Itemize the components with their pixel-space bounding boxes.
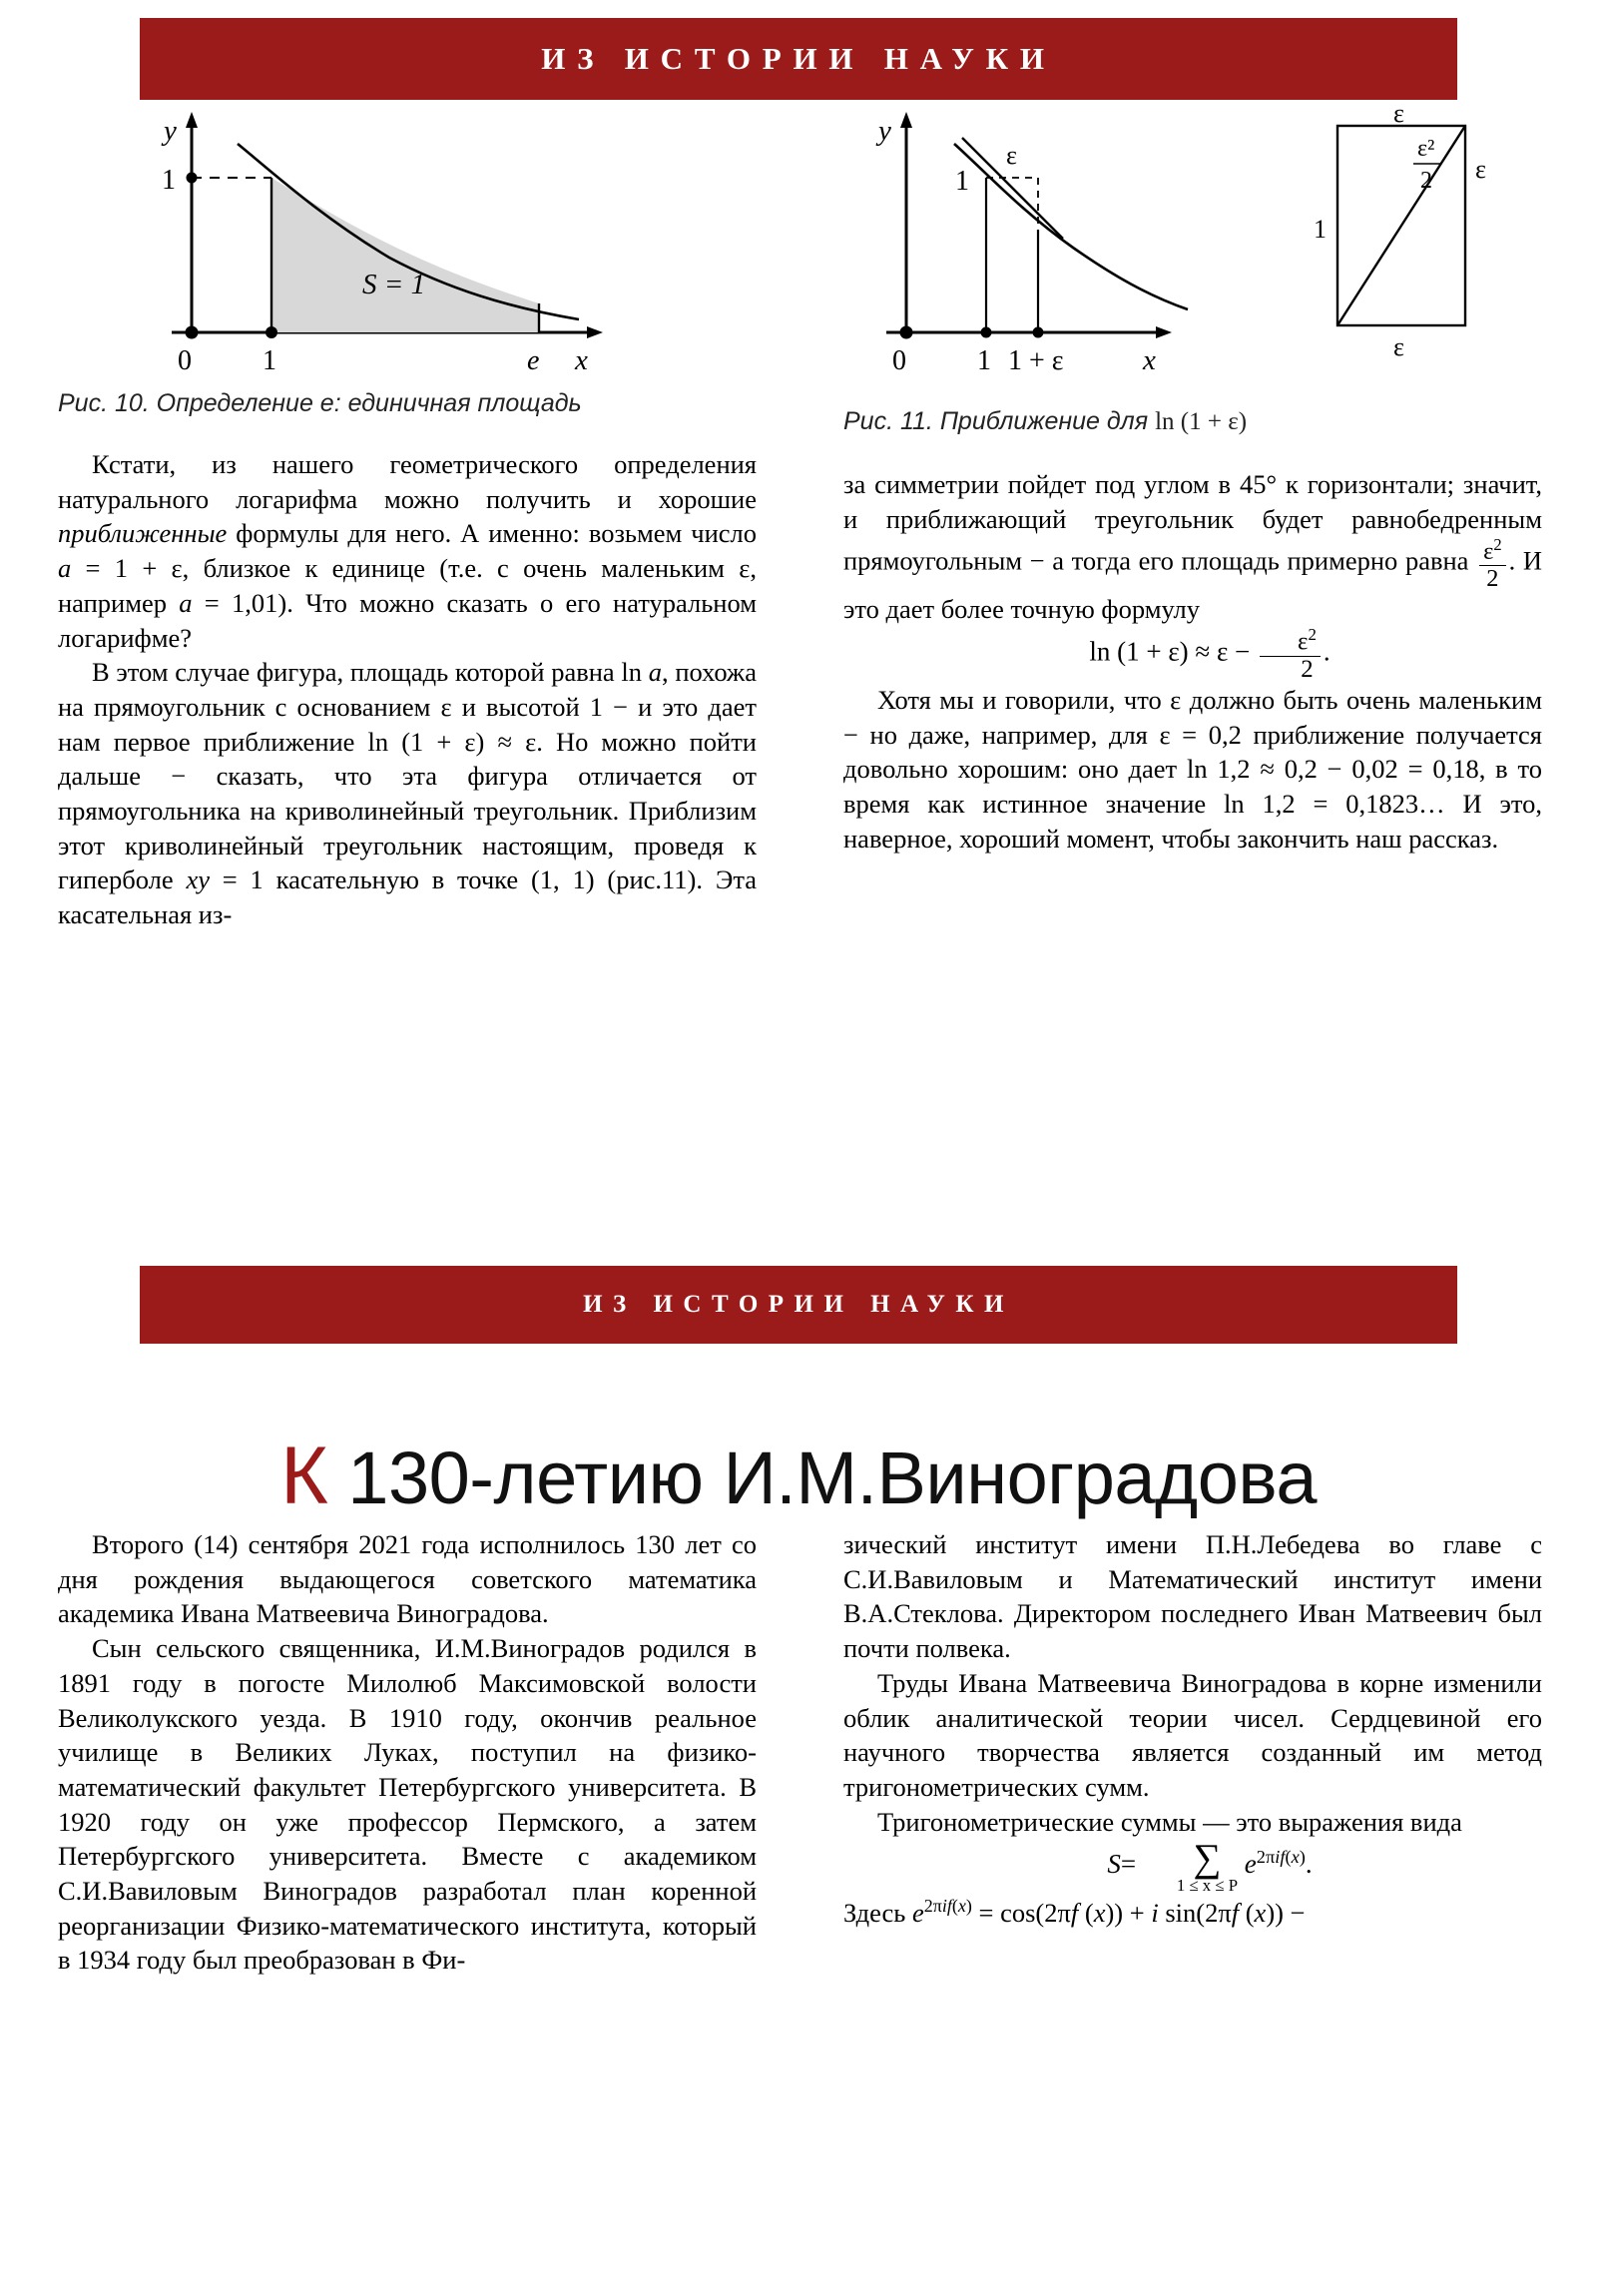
article2-left-column	[58, 1527, 757, 1978]
fig11-box-top-label: ε	[1393, 108, 1404, 128]
paragraph: Здесь $e^{2\pi if(x)} = \cos(2\pi f$ (x)) + i sin(2πf (x)) −	[843, 1896, 1306, 1929]
paragraph: Труды Ивана Матвеевича Виноградова в корне изменили облик аналитической теории чисел. Сердцевиной его научного творчества является созданный им метод тригонометрических сумм.	[843, 1667, 1542, 1802]
summation-symbol: ∑ 1 ≤ x ≤ P	[1143, 1839, 1238, 1895]
figure-10	[120, 108, 759, 382]
article1-left-column	[58, 447, 757, 932]
fig11-box-inner-den: 2	[1420, 168, 1432, 194]
article2-title	[0, 1430, 1597, 1523]
paragraph: Кстати, из нашего геометрического определения натурального логарифма можно получить и хорошие приближенные формулы для него. А именно: возьмем число a = 1 + ε, близкое к единице (т.е. с очень маленьким ε, например a = 1,01). Что можно сказать о его натуральном логарифме?	[58, 449, 757, 653]
section-header-bar-second: ИЗ ИСТОРИИ НАУКИ	[140, 1266, 1457, 1344]
formula-ln-approx: ln (1 + ε) ≈ ε − $\frac{\varepsilon^2}{2}$ .	[1089, 625, 1331, 683]
fig10-xtick-e: e	[527, 345, 540, 376]
formula-trig-sum: S= ∑ 1 ≤ x ≤ P $e^{2\pi if(x)}$.	[1107, 1837, 1313, 1896]
summation-limits: 1 ≤ x ≤ P	[1176, 1876, 1239, 1896]
fig11-box-inner-num: ε²	[1417, 136, 1435, 162]
article2-title-rest: 130-летию И.М.Виноградова	[327, 1435, 1318, 1519]
figure-11	[858, 108, 1557, 387]
formula-lead-text: Здесь	[843, 1898, 906, 1929]
article1-right-column	[843, 467, 1542, 856]
formula-body: e	[1244, 1849, 1257, 1880]
fig11-box-bottom-label: ε	[1393, 332, 1404, 361]
fig11-xtick-1: 1	[977, 345, 991, 376]
paragraph: В этом случае фигура, площадь которой равна ln a, похожа на прямоугольник с основанием ε и высотой 1 − и это дает нам первое приближение ln (1 + ε) ≈ ε. Но можно пойти дальше − сказать, что эта фигура отличается от прямоугольника на криволинейный треугольник. Приблизим этот криволинейный треугольник настоящим, проведя к гиперболе xy = 1 касательную в точке (1, 1) (рис.11). Эта касательная из-	[58, 657, 757, 930]
article2-title-dropcap: К	[279, 1430, 328, 1521]
paragraph: Сын сельского священника, И.М.Виноградов родился в 1891 году в погосте Милолюб Максимовской волости Великолукского уезда. В 1910 году, окончив реальное училище в Великих Луках, поступил на физико-математический факультет Петербургского университета. В 1920 году он уже профессор Пермского, а затем Петербургского университета. Вместе с академиком С.И.Вавиловым Виноградов разработал план коренной реорганизации Физико-математического института, который в 1934 году был преобразован в Фи-	[58, 1633, 757, 1976]
fig10-xtick-0: 0	[178, 345, 192, 376]
fig11-y-axis-label: y	[878, 115, 891, 147]
figure-10-caption: Рис. 10. Определение е: единичная площадь	[58, 389, 582, 417]
fig10-y-axis-label: y	[164, 115, 177, 147]
paragraph: Хотя мы и говорили, что ε должно быть очень маленьким − но даже, например, для ε = 0,2 приближение получается довольно хорошим: оно дает ln 1,2 ≈ 0,2 − 0,02 = 0,18, в то время как истинное значение ln 1,2 = 0,1823… И это, наверное, хороший момент, чтобы закончить наш рассказ.	[843, 684, 1542, 854]
fig10-xtick-1: 1	[263, 345, 276, 376]
formula-lead: S	[1107, 1849, 1121, 1880]
paragraph: Второго (14) сентября 2021 года исполнилось 130 лет со дня рождения выдающегося советского математика академика Ивана Матвеевича Виноградова.	[58, 1529, 757, 1629]
fig11-xtick-0: 0	[892, 345, 906, 376]
fig11-ytick-1: 1	[955, 166, 969, 197]
paragraph: Тригонометрические суммы — это выражения вида	[877, 1806, 1462, 1837]
fig10-ytick-1: 1	[162, 165, 176, 196]
paragraph: зический институт имени П.Н.Лебедева во главе с С.И.Вавиловым и Математический институт имени В.А.Стеклова. Директором последнего Иван Матвеевич был почти полвека.	[843, 1529, 1542, 1664]
fig11-x-axis-label: x	[1143, 344, 1156, 376]
fig11-box-left-label: 1	[1314, 215, 1327, 244]
figure-11-graphic	[858, 108, 1557, 387]
paragraph: за симметрии пойдет под углом в 45° к горизонтали; значит, и приближающий треугольник будет равнобедренным прямоугольным − а тогда его площадь примерно равна $\frac{\varepsilon^2}{2}$ . И это дает более точную формулу	[843, 469, 1542, 624]
figure-11-caption-prefix: Рис. 11. Приближение для	[843, 407, 1149, 435]
fig11-xtick-1eps: 1 + ε	[1008, 345, 1064, 376]
fig10-x-axis-label: x	[575, 344, 588, 376]
fig11-box-right-label: ε	[1475, 155, 1486, 184]
section-header-bar-top: ИЗ ИСТОРИИ НАУКИ	[140, 18, 1457, 100]
figure-11-caption	[843, 407, 1562, 436]
figure-11-caption-formula: ln (1 + ε)	[1155, 408, 1248, 435]
fig10-area-label: S = 1	[362, 269, 426, 300]
article2-right-column	[843, 1527, 1542, 1931]
figure-10-graphic	[120, 108, 759, 382]
fig11-eps-label: ε	[1006, 141, 1017, 170]
